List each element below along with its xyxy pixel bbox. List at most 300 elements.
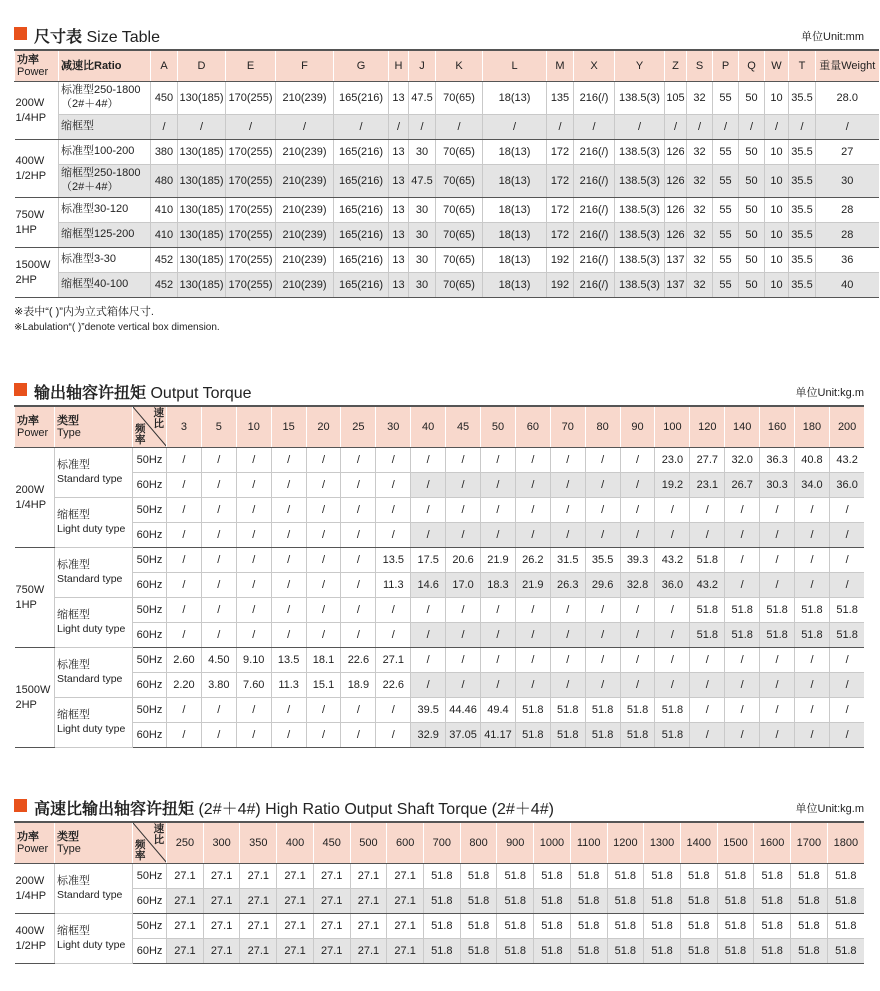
- value-cell: 210(239): [276, 165, 334, 198]
- torque-value: 51.8: [690, 623, 725, 648]
- torque-value: 27.1: [167, 914, 204, 939]
- torque-value: /: [411, 448, 446, 473]
- value-cell: 55: [713, 223, 739, 248]
- frequency-cell: 60Hz: [133, 889, 167, 914]
- table-row: [15, 914, 865, 939]
- value-cell: 216(/): [574, 248, 615, 273]
- torque-value: /: [585, 673, 620, 698]
- type-cell: [55, 914, 133, 964]
- ratio-header: 250: [167, 822, 204, 864]
- value-cell: 28.0: [816, 82, 879, 115]
- section-title: [34, 380, 252, 403]
- value-cell: 30: [409, 273, 436, 298]
- torque-value: 27.1: [167, 889, 204, 914]
- header-ratio-frequency: [133, 406, 167, 448]
- value-cell: 10: [765, 248, 789, 273]
- value-cell: /: [574, 115, 615, 140]
- torque-value: /: [795, 498, 830, 523]
- section-title: [34, 24, 160, 47]
- torque-value: 51.8: [829, 598, 864, 623]
- value-cell: 30: [409, 223, 436, 248]
- frequency-cell: 60Hz: [133, 623, 167, 648]
- torque-value: /: [306, 723, 341, 748]
- torque-value: /: [829, 723, 864, 748]
- ratio-header: 25: [341, 406, 376, 448]
- value-cell: 10: [765, 165, 789, 198]
- torque-value: 51.8: [570, 939, 607, 964]
- header-type: [55, 406, 133, 448]
- column-header: M: [547, 50, 574, 82]
- torque-value: /: [271, 498, 306, 523]
- torque-value: 51.8: [460, 939, 497, 964]
- table-row: [15, 115, 879, 140]
- value-cell: 480: [151, 165, 178, 198]
- value-cell: 36: [816, 248, 879, 273]
- torque-value: /: [829, 573, 864, 598]
- value-cell: 70(65): [436, 82, 483, 115]
- torque-value: /: [795, 673, 830, 698]
- torque-value: 23.1: [690, 473, 725, 498]
- value-cell: 70(65): [436, 248, 483, 273]
- torque-value: 34.0: [795, 473, 830, 498]
- header-type-cn: 类型: [57, 830, 80, 843]
- torque-value: 44.46: [446, 698, 481, 723]
- torque-value: 51.8: [829, 623, 864, 648]
- ratio-header: 350: [240, 822, 277, 864]
- torque-value: 51.8: [760, 598, 795, 623]
- torque-value: /: [829, 523, 864, 548]
- value-cell: 137: [665, 273, 687, 298]
- value-cell: 210(239): [276, 198, 334, 223]
- torque-value: 51.8: [717, 864, 754, 889]
- frequency-cell: 50Hz: [133, 548, 167, 573]
- column-header: H: [389, 50, 409, 82]
- ratio-header: 3: [167, 406, 202, 448]
- torque-value: /: [201, 448, 236, 473]
- torque-value: /: [236, 598, 271, 623]
- torque-value: /: [201, 473, 236, 498]
- torque-value: /: [829, 698, 864, 723]
- model-cell: 缩框型250-1800 （2#＋4#）: [59, 165, 151, 198]
- torque-value: /: [271, 573, 306, 598]
- torque-value: 30.3: [760, 473, 795, 498]
- torque-value: 51.8: [680, 864, 717, 889]
- value-cell: 210(239): [276, 223, 334, 248]
- torque-value: 51.8: [570, 889, 607, 914]
- unit-label: 单位Unit:kg.m: [795, 803, 864, 815]
- value-cell: 170(255): [226, 273, 276, 298]
- value-cell: /: [713, 115, 739, 140]
- column-header: A: [151, 50, 178, 82]
- torque-value: /: [795, 723, 830, 748]
- column-header: X: [574, 50, 615, 82]
- column-header: J: [409, 50, 436, 82]
- table-row: [15, 939, 865, 964]
- torque-value: 21.9: [515, 573, 550, 598]
- ratio-header: 160: [760, 406, 795, 448]
- torque-value: /: [376, 598, 411, 623]
- size-table-header: [14, 24, 864, 46]
- type-en: Standard type: [57, 572, 123, 585]
- torque-value: /: [620, 448, 655, 473]
- torque-value: 51.8: [754, 939, 791, 964]
- torque-value: /: [167, 623, 202, 648]
- torque-value: 51.8: [644, 939, 681, 964]
- table-row: [15, 723, 865, 748]
- header-frequency-label: 频率: [135, 839, 146, 862]
- value-cell: 137: [665, 248, 687, 273]
- type-cn: 标准型: [57, 559, 90, 572]
- torque-value: 51.8: [460, 889, 497, 914]
- torque-value: 27.1: [350, 864, 387, 889]
- value-cell: 55: [713, 82, 739, 115]
- table-row: [15, 523, 865, 548]
- value-cell: 135: [547, 82, 574, 115]
- table-row: [15, 673, 865, 698]
- ratio-header: 1200: [607, 822, 644, 864]
- torque-value: 17.5: [411, 548, 446, 573]
- column-header: L: [483, 50, 547, 82]
- torque-value: /: [446, 523, 481, 548]
- torque-value: 51.8: [620, 723, 655, 748]
- torque-value: 3.80: [201, 673, 236, 698]
- value-cell: 210(239): [276, 82, 334, 115]
- column-header: Z: [665, 50, 687, 82]
- torque-value: 11.3: [376, 573, 411, 598]
- value-cell: 170(255): [226, 82, 276, 115]
- column-header: G: [334, 50, 389, 82]
- torque-table-header: [14, 380, 864, 402]
- power-cell: 200W 1/4HP: [15, 82, 59, 140]
- torque-value: /: [585, 473, 620, 498]
- value-cell: 32: [687, 273, 713, 298]
- power-cell: 200W 1/4HP: [15, 864, 55, 914]
- type-en: Light duty type: [57, 522, 126, 535]
- section-marker: [14, 799, 27, 812]
- value-cell: 13: [389, 223, 409, 248]
- torque-value: 51.8: [497, 939, 534, 964]
- value-cell: 55: [713, 198, 739, 223]
- value-cell: 210(239): [276, 140, 334, 165]
- torque-value: 43.2: [655, 548, 690, 573]
- value-cell: 126: [665, 140, 687, 165]
- ratio-header: 70: [550, 406, 585, 448]
- header-power-en: Power: [17, 427, 49, 439]
- table-row: [15, 598, 865, 623]
- value-cell: 138.5(3): [615, 223, 665, 248]
- torque-value: /: [760, 498, 795, 523]
- torque-value: /: [760, 723, 795, 748]
- torque-value: /: [550, 498, 585, 523]
- torque-value: /: [446, 623, 481, 648]
- value-cell: /: [483, 115, 547, 140]
- power-cell: 400W 1/2HP: [15, 140, 59, 198]
- torque-value: 51.8: [423, 939, 460, 964]
- torque-value: /: [446, 448, 481, 473]
- type-cell: [55, 864, 133, 914]
- torque-value: /: [760, 698, 795, 723]
- torque-value: 22.6: [341, 648, 376, 673]
- value-cell: 70(65): [436, 198, 483, 223]
- power-cell: 750W 1HP: [15, 548, 55, 648]
- torque-value: 27.1: [313, 939, 350, 964]
- torque-value: 51.8: [644, 889, 681, 914]
- torque-value: /: [725, 573, 760, 598]
- ratio-header: 400: [277, 822, 314, 864]
- torque-value: 51.8: [497, 914, 534, 939]
- value-cell: 138.5(3): [615, 273, 665, 298]
- column-header: T: [789, 50, 816, 82]
- torque-value: 27.1: [240, 914, 277, 939]
- frequency-cell: 50Hz: [133, 698, 167, 723]
- value-cell: 165(216): [334, 198, 389, 223]
- value-cell: 70(65): [436, 273, 483, 298]
- torque-value: 18.1: [306, 648, 341, 673]
- torque-value: 51.8: [791, 939, 828, 964]
- value-cell: /: [739, 115, 765, 140]
- value-cell: 138.5(3): [615, 140, 665, 165]
- torque-value: 15.1: [306, 673, 341, 698]
- model-cell: 标准型100-200: [59, 140, 151, 165]
- model-cell: 缩框型125-200: [59, 223, 151, 248]
- torque-value: /: [201, 598, 236, 623]
- torque-value: 51.8: [760, 623, 795, 648]
- table-row: [15, 698, 865, 723]
- torque-value: 27.1: [313, 864, 350, 889]
- title-cn: 尺寸表: [34, 29, 83, 46]
- value-cell: 170(255): [226, 140, 276, 165]
- value-cell: 35.5: [789, 198, 816, 223]
- header-type-cn: 类型: [57, 414, 79, 427]
- torque-value: /: [341, 573, 376, 598]
- torque-value: /: [201, 523, 236, 548]
- torque-value: /: [620, 473, 655, 498]
- model-cell: 标准型3-30: [59, 248, 151, 273]
- torque-value: 27.1: [240, 889, 277, 914]
- torque-value: 51.8: [497, 864, 534, 889]
- ratio-header: 140: [725, 406, 760, 448]
- torque-value: 29.6: [585, 573, 620, 598]
- torque-value: /: [236, 448, 271, 473]
- column-header: W: [765, 50, 789, 82]
- torque-value: /: [620, 673, 655, 698]
- torque-value: /: [411, 648, 446, 673]
- torque-value: /: [446, 473, 481, 498]
- torque-value: /: [376, 473, 411, 498]
- header-ratio-label: 速比: [153, 407, 164, 430]
- section-marker: [14, 27, 27, 40]
- value-cell: 210(239): [276, 248, 334, 273]
- table-row: [15, 273, 879, 298]
- torque-value: 13.5: [376, 548, 411, 573]
- torque-value: 20.6: [446, 548, 481, 573]
- value-cell: 35.5: [789, 273, 816, 298]
- value-cell: 35.5: [789, 223, 816, 248]
- value-cell: 30: [816, 165, 879, 198]
- torque-value: 27.1: [277, 939, 314, 964]
- value-cell: 410: [151, 198, 178, 223]
- torque-value: 51.8: [827, 864, 864, 889]
- value-cell: 126: [665, 165, 687, 198]
- torque-value: 43.2: [690, 573, 725, 598]
- type-cell: [55, 448, 133, 498]
- torque-table: [14, 405, 864, 748]
- torque-value: /: [550, 648, 585, 673]
- torque-value: 27.1: [240, 939, 277, 964]
- torque-value: 27.1: [203, 939, 240, 964]
- value-cell: 126: [665, 198, 687, 223]
- torque-value: /: [446, 598, 481, 623]
- torque-value: /: [515, 448, 550, 473]
- torque-value: /: [585, 648, 620, 673]
- torque-value: 21.9: [481, 548, 516, 573]
- value-cell: 30: [409, 248, 436, 273]
- torque-value: /: [341, 548, 376, 573]
- value-cell: /: [547, 115, 574, 140]
- torque-value: /: [795, 648, 830, 673]
- torque-value: /: [515, 623, 550, 648]
- header-ratio: 减速比Ratio: [59, 50, 151, 82]
- type-en: Standard type: [57, 888, 123, 901]
- power-cell: 1500W 2HP: [15, 248, 59, 298]
- torque-value: /: [515, 498, 550, 523]
- torque-value: 36.3: [760, 448, 795, 473]
- value-cell: 105: [665, 82, 687, 115]
- torque-value: 51.8: [585, 698, 620, 723]
- ratio-header: 40: [411, 406, 446, 448]
- torque-value: /: [760, 573, 795, 598]
- torque-value: 27.1: [167, 864, 204, 889]
- torque-value: /: [690, 723, 725, 748]
- torque-value: /: [201, 573, 236, 598]
- header-power-en: Power: [17, 66, 49, 78]
- value-cell: 35.5: [789, 165, 816, 198]
- value-cell: 450: [151, 82, 178, 115]
- torque-value: 11.3: [271, 673, 306, 698]
- torque-value: /: [725, 723, 760, 748]
- torque-value: 27.1: [387, 939, 424, 964]
- torque-value: /: [411, 473, 446, 498]
- value-cell: 126: [665, 223, 687, 248]
- torque-value: /: [271, 548, 306, 573]
- torque-value: 51.8: [827, 889, 864, 914]
- value-cell: 170(255): [226, 198, 276, 223]
- torque-value: /: [376, 448, 411, 473]
- torque-value: /: [829, 498, 864, 523]
- section-marker: [14, 383, 27, 396]
- torque-value: /: [515, 673, 550, 698]
- torque-value: /: [481, 523, 516, 548]
- ratio-header: 1300: [644, 822, 681, 864]
- value-cell: 172: [547, 198, 574, 223]
- torque-value: /: [167, 548, 202, 573]
- frequency-cell: 60Hz: [133, 723, 167, 748]
- torque-value: 27.1: [350, 939, 387, 964]
- type-cell: [55, 698, 133, 748]
- torque-value: /: [376, 723, 411, 748]
- ratio-header: 80: [585, 406, 620, 448]
- table-row: [15, 498, 865, 523]
- torque-value: /: [655, 523, 690, 548]
- ratio-header: 800: [460, 822, 497, 864]
- column-header: 重量Weight: [816, 50, 879, 82]
- type-cell: [55, 648, 133, 698]
- ratio-header: 1100: [570, 822, 607, 864]
- power-cell: 1500W 2HP: [15, 648, 55, 748]
- torque-value: 23.0: [655, 448, 690, 473]
- header-power: [15, 406, 55, 448]
- frequency-cell: 50Hz: [133, 598, 167, 623]
- torque-value: /: [236, 573, 271, 598]
- torque-value: /: [306, 598, 341, 623]
- torque-value: /: [620, 598, 655, 623]
- torque-value: 32.9: [411, 723, 446, 748]
- value-cell: 50: [739, 273, 765, 298]
- torque-value: /: [167, 598, 202, 623]
- torque-value: 51.8: [570, 914, 607, 939]
- torque-value: /: [620, 623, 655, 648]
- torque-value: /: [690, 673, 725, 698]
- frequency-cell: 60Hz: [133, 939, 167, 964]
- value-cell: 170(255): [226, 223, 276, 248]
- power-cell: 200W 1/4HP: [15, 448, 55, 548]
- value-cell: 192: [547, 248, 574, 273]
- value-cell: 50: [739, 140, 765, 165]
- torque-value: 51.8: [534, 939, 571, 964]
- value-cell: 165(216): [334, 248, 389, 273]
- torque-value: 51.8: [690, 548, 725, 573]
- torque-value: 39.3: [620, 548, 655, 573]
- header-ratio-label: 速比: [153, 823, 165, 846]
- column-header: K: [436, 50, 483, 82]
- torque-value: 27.1: [350, 889, 387, 914]
- torque-value: 17.0: [446, 573, 481, 598]
- torque-value: /: [550, 473, 585, 498]
- value-cell: /: [226, 115, 276, 140]
- value-cell: /: [765, 115, 789, 140]
- value-cell: 32: [687, 198, 713, 223]
- value-cell: 138.5(3): [615, 198, 665, 223]
- torque-value: /: [306, 498, 341, 523]
- torque-value: /: [271, 473, 306, 498]
- header-power-cn: 功率: [17, 414, 39, 427]
- value-cell: 13: [389, 248, 409, 273]
- ratio-header: 180: [795, 406, 830, 448]
- torque-value: 27.1: [387, 889, 424, 914]
- torque-value: /: [481, 598, 516, 623]
- torque-value: /: [550, 598, 585, 623]
- torque-value: /: [306, 548, 341, 573]
- torque-value: /: [585, 498, 620, 523]
- torque-value: /: [341, 523, 376, 548]
- torque-value: /: [306, 448, 341, 473]
- torque-value: 51.8: [717, 939, 754, 964]
- torque-value: 14.6: [411, 573, 446, 598]
- value-cell: 28: [816, 198, 879, 223]
- frequency-cell: 60Hz: [133, 473, 167, 498]
- torque-value: 32.8: [620, 573, 655, 598]
- value-cell: /: [389, 115, 409, 140]
- value-cell: 172: [547, 165, 574, 198]
- torque-value: 51.8: [497, 889, 534, 914]
- column-header: E: [226, 50, 276, 82]
- torque-value: 51.8: [795, 623, 830, 648]
- title-cn: 高速比输出轴容许扭矩: [34, 801, 195, 818]
- torque-value: 51.8: [460, 914, 497, 939]
- value-cell: 410: [151, 223, 178, 248]
- column-header: S: [687, 50, 713, 82]
- torque-value: 27.1: [313, 889, 350, 914]
